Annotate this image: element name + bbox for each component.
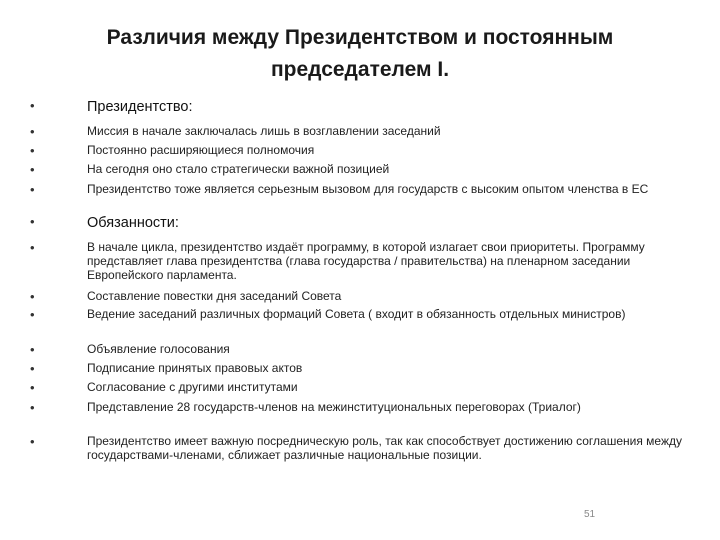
bullet: •: [30, 342, 35, 357]
bullet: •: [30, 124, 35, 139]
list-item-text: Миссия в начале заключалась лишь в возглавлении заседаний: [87, 124, 441, 138]
slide-number: 51: [584, 509, 596, 520]
bullet: •: [30, 240, 35, 255]
list-item-text: Президентство тоже является серьезным вызовом для государств с высоким опытом членства в ЕС: [87, 182, 649, 196]
list-item-text: Объявление голосования: [87, 342, 230, 356]
list-item-text: Подписание принятых правовых актов: [87, 361, 303, 375]
bullet: •: [30, 143, 35, 158]
list-item-text: Постоянно расширяющиеся полномочия: [87, 143, 315, 157]
bullet: •: [30, 434, 35, 449]
list-item-text: Президентство имеет важную посредническую роль, так как способствует достижению соглашения между государствами-членами, сближает различные национальные позиции.: [87, 434, 683, 462]
list-item-text: В начале цикла, президентство издаёт программу, в которой излагает свои приоритеты. Программу представляет глава президентства (глава государства / правительства) на пленарном заседании Европейского парламента.: [87, 240, 645, 282]
list-item-text: Ведение заседаний различных формаций Совета ( входит в обязанность отдельных министров): [87, 307, 626, 321]
bullet: •: [30, 182, 35, 197]
slide-title: Различия между Президентством и постоянным председателем I.: [106, 26, 614, 81]
heading-text: Президентство:: [87, 99, 193, 115]
list-item-text: Согласование с другими институтами: [87, 380, 298, 394]
list-item-text: Составление повестки дня заседаний Совета: [87, 289, 342, 303]
list-item-text: Представление 28 государств-членов на межинституциональных переговорах (Триалог): [87, 400, 581, 414]
bullet: •: [30, 289, 35, 304]
heading-text: Обязанности:: [87, 215, 179, 231]
bullet: •: [30, 380, 35, 395]
bullet: •: [30, 214, 35, 229]
list-item-text: На сегодня оно стало стратегически важной позицией: [87, 162, 390, 176]
bullet: •: [30, 98, 35, 113]
bullet: •: [30, 307, 35, 322]
bullet: •: [30, 162, 35, 177]
bullet: •: [30, 361, 35, 376]
bullet: •: [30, 400, 35, 415]
